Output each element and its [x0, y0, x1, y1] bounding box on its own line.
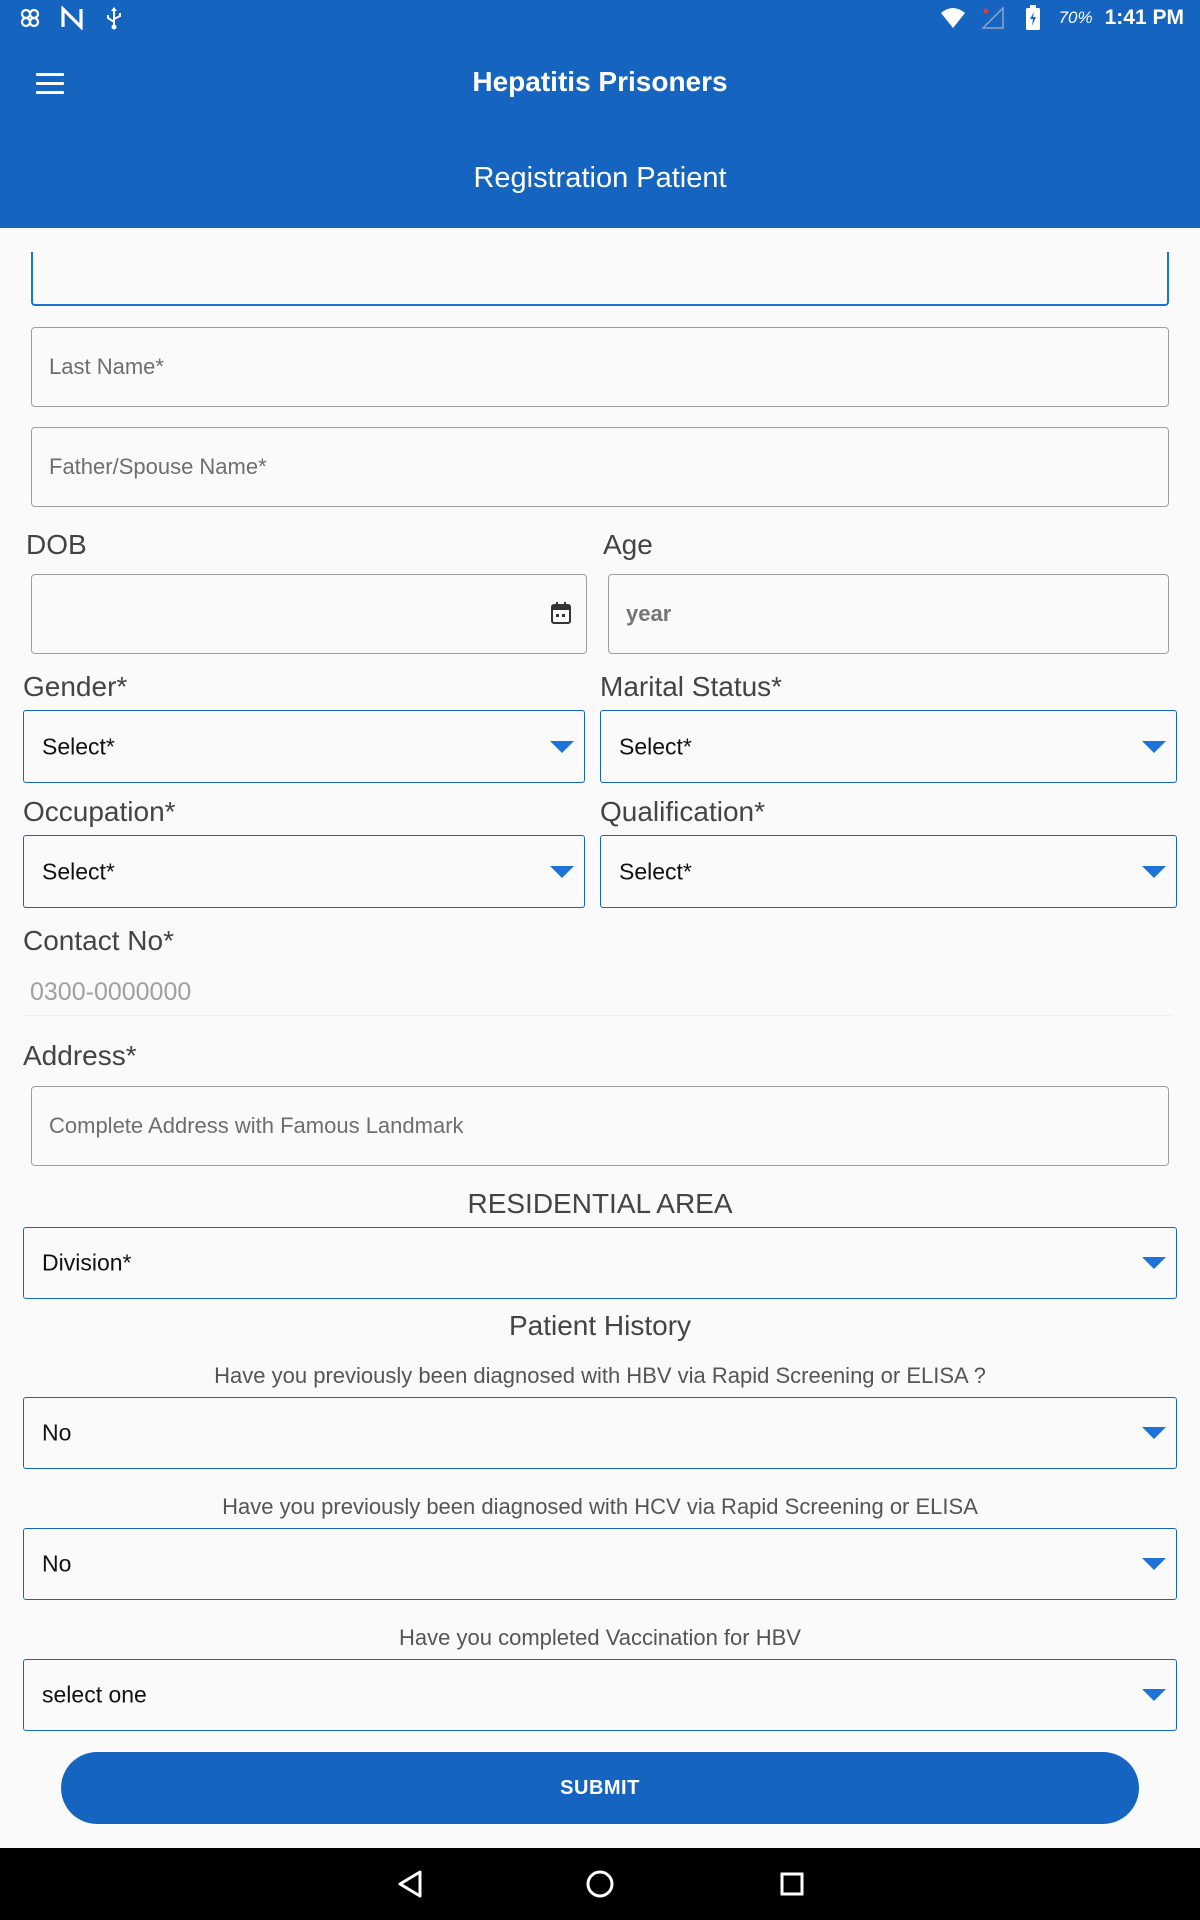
page-subtitle: Registration Patient [473, 162, 727, 194]
last-name-placeholder: Last Name* [49, 354, 164, 379]
qualification-select[interactable] [600, 835, 1177, 908]
first-name-field[interactable] [31, 252, 1169, 306]
address-placeholder: Complete Address with Famous Landmark [49, 1113, 464, 1138]
hbv-diagnosis-select[interactable] [23, 1397, 1177, 1469]
patient-history-heading: Patient History [508, 1310, 692, 1341]
dropdown-arrow-icon [550, 866, 574, 878]
dob-label: DOB [26, 529, 87, 560]
father-spouse-name-field[interactable] [31, 427, 1169, 507]
app-title: Hepatitis Prisoners [472, 66, 728, 97]
gender-select[interactable] [23, 710, 585, 783]
home-icon[interactable] [582, 1866, 618, 1902]
dropdown-arrow-icon [1142, 1558, 1166, 1570]
father-spouse-placeholder: Father/Spouse Name* [49, 454, 267, 479]
battery-percent: 70% [1058, 8, 1093, 27]
address-label: Address* [23, 1040, 137, 1071]
hcv-diagnosis-select[interactable] [23, 1528, 1177, 1600]
system-nav-bar [0, 1848, 1200, 1920]
contact-no-input[interactable] [22, 974, 1172, 1016]
battery-icon [1019, 4, 1047, 32]
calendar-icon[interactable] [550, 601, 572, 630]
marital-status-select-value: Select* [619, 733, 692, 759]
signal-icon [979, 4, 1007, 32]
wifi-icon [939, 4, 967, 32]
age-label: Age [603, 529, 653, 560]
recents-icon[interactable] [774, 1866, 810, 1902]
hcv-question: Have you previously been diagnosed with HCV via Rapid Screening or ELISA [222, 1494, 978, 1519]
dropdown-arrow-icon [1142, 1427, 1166, 1439]
dob-field[interactable] [31, 574, 587, 654]
submit-button[interactable]: SUBMIT [61, 1752, 1139, 1824]
hcv-diagnosis-value: No [42, 1550, 72, 1577]
status-time: 1:41 PM [1104, 6, 1184, 29]
residential-area-heading: RESIDENTIAL AREA [467, 1188, 733, 1219]
usb-icon [100, 4, 128, 32]
app-bar [0, 36, 1200, 228]
occupation-label: Occupation* [23, 796, 176, 827]
division-select[interactable] [23, 1227, 1177, 1299]
dropdown-arrow-icon [550, 741, 574, 753]
hbv-diagnosis-value: No [42, 1419, 72, 1446]
hbv-vaccination-value: select one [42, 1681, 147, 1708]
gender-select-value: Select* [42, 733, 115, 759]
marital-status-select[interactable] [600, 710, 1177, 783]
gender-label: Gender* [23, 671, 128, 702]
vaccination-question: Have you completed Vaccination for HBV [399, 1625, 801, 1650]
dropdown-arrow-icon [1142, 741, 1166, 753]
address-field[interactable] [31, 1086, 1169, 1166]
dropdown-arrow-icon [1142, 866, 1166, 878]
dropdown-arrow-icon [1142, 1689, 1166, 1701]
back-icon[interactable] [392, 1866, 428, 1902]
dropdown-arrow-icon [1142, 1257, 1166, 1269]
occupation-select[interactable] [23, 835, 585, 908]
qualification-select-value: Select* [619, 858, 692, 884]
division-select-value: Division* [42, 1249, 132, 1276]
qualification-label: Qualification* [600, 796, 765, 827]
n-icon [58, 4, 86, 32]
hbv-vaccination-select[interactable] [23, 1659, 1177, 1731]
age-placeholder: year [626, 601, 672, 626]
last-name-field[interactable] [31, 327, 1169, 407]
marital-status-label: Marital Status* [600, 671, 783, 702]
age-field[interactable] [608, 574, 1169, 654]
contact-no-label: Contact No* [23, 925, 174, 956]
hbv-question: Have you previously been diagnosed with HBV via Rapid Screening or ELISA ? [214, 1363, 986, 1388]
occupation-select-value: Select* [42, 858, 115, 884]
status-bar [0, 0, 1200, 36]
pinwheel-icon [16, 4, 44, 32]
contact-no-placeholder: 0300-0000000 [30, 978, 192, 1006]
